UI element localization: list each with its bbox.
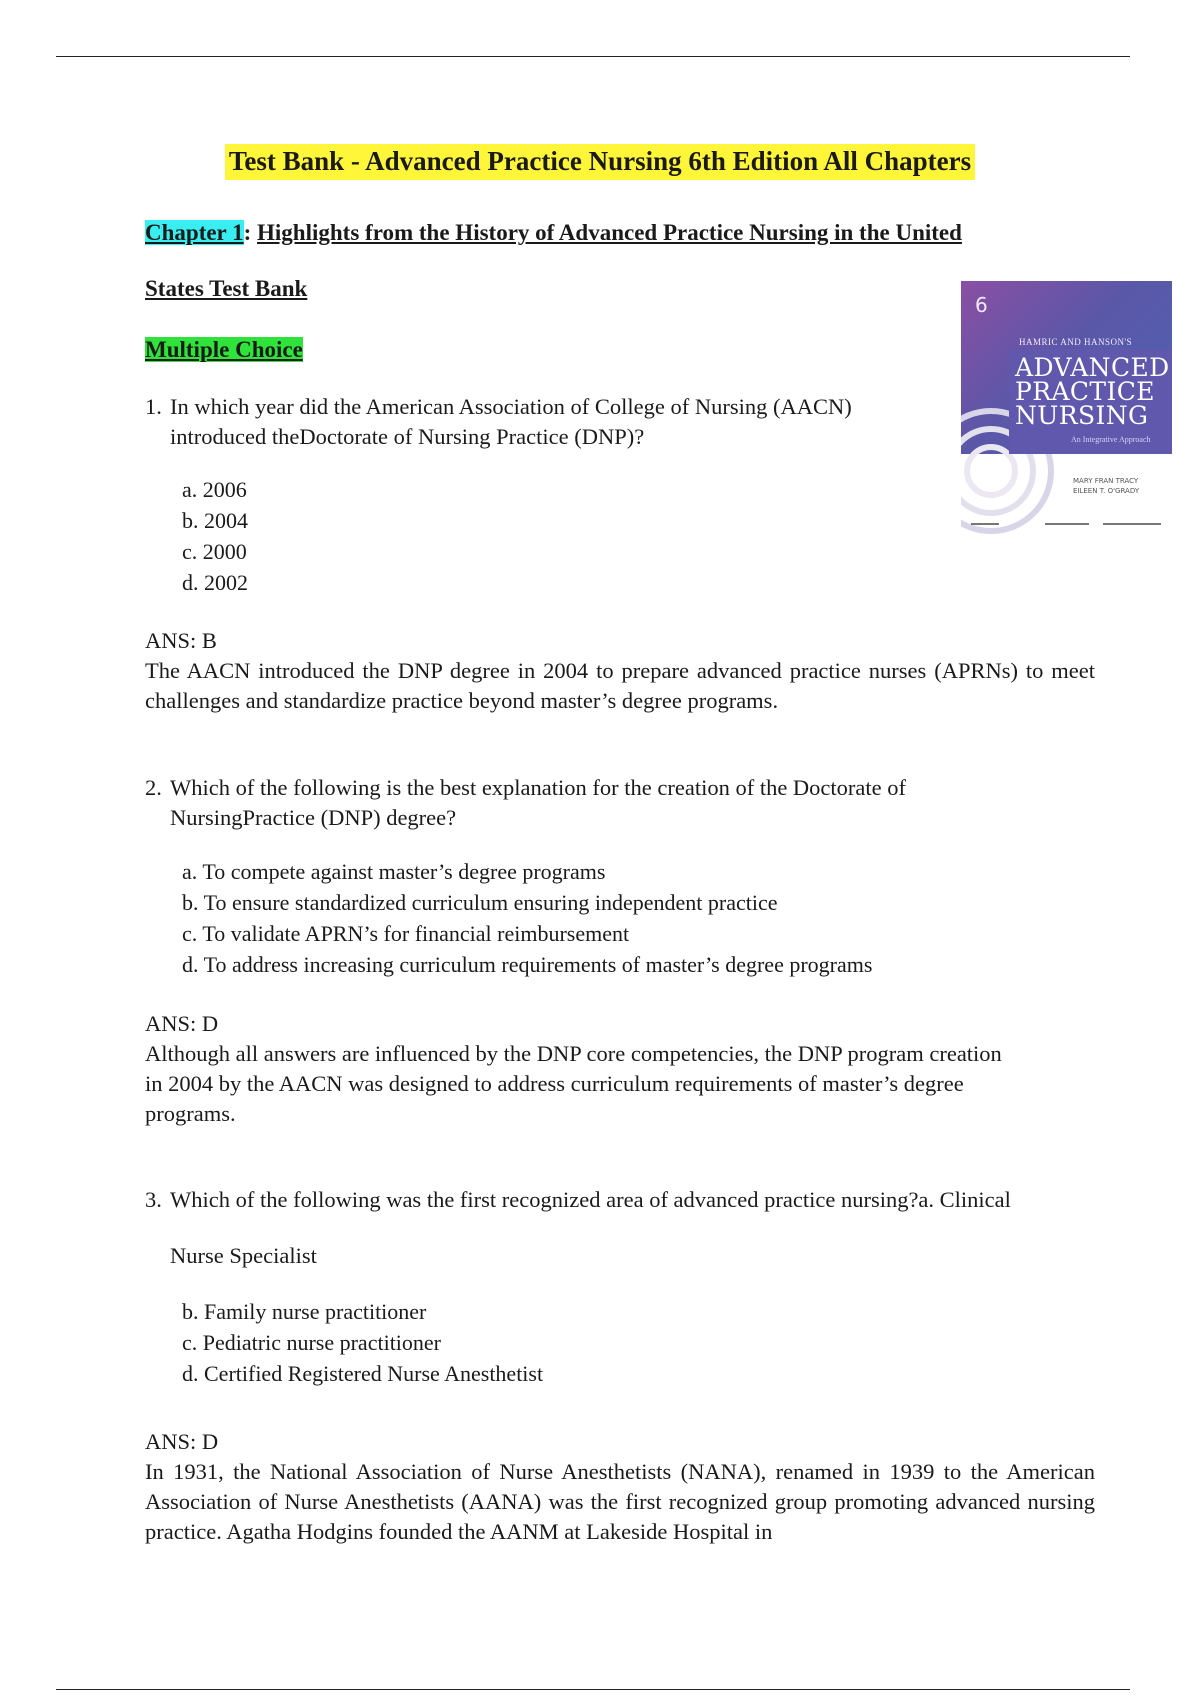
question-stem-cont: Nurse Specialist bbox=[170, 1243, 317, 1268]
option: d. To address increasing curriculum requirements of master’s degree programs bbox=[182, 952, 873, 977]
option: c. 2000 bbox=[182, 539, 247, 564]
top-rule bbox=[56, 56, 1130, 57]
option: c. Pediatric nurse practitioner bbox=[182, 1330, 442, 1355]
question-number: 3. bbox=[145, 1187, 162, 1212]
question-number: 2. bbox=[145, 775, 162, 800]
answer-key: ANS: D bbox=[145, 1429, 219, 1454]
options-list bbox=[182, 1296, 543, 1389]
option: d. Certified Registered Nurse Anesthetist bbox=[182, 1361, 544, 1386]
cover-authors: MARY FRAN TRACY EILEEN T. O'GRADY bbox=[1073, 477, 1140, 495]
options-list bbox=[182, 856, 872, 980]
options-list bbox=[182, 474, 248, 598]
question bbox=[145, 1185, 1095, 1215]
option: d. 2002 bbox=[182, 570, 248, 595]
option: a. To compete against master’s degree programs bbox=[182, 859, 606, 884]
page-title: Test Bank - Advanced Practice Nursing 6th Edition All Chapters bbox=[0, 146, 1200, 177]
cover-footer-mark bbox=[1045, 523, 1089, 525]
cover-footer-mark bbox=[1103, 523, 1161, 525]
answer-block bbox=[145, 626, 1095, 716]
cover-editors: HAMRIC AND HANSON'S bbox=[1019, 337, 1133, 347]
question-stem-cont: NursingPractice (DNP) degree? bbox=[170, 805, 457, 830]
question-stem: Which of the following was the first recognized area of advanced practice nursing?a. Clinical bbox=[170, 1187, 1011, 1212]
cover-title-line: ADVANCED bbox=[1015, 353, 1170, 382]
chapter-title: Highlights from the History of Advanced Practice Nursing in the United bbox=[257, 220, 962, 245]
cover-title-line: PRACTICE bbox=[1015, 377, 1155, 406]
answer-rationale-line: programs. bbox=[145, 1101, 236, 1126]
answer-rationale-line: in 2004 by the AACN was designed to address curriculum requirements of master’s degree bbox=[145, 1071, 964, 1096]
book-cover-image bbox=[961, 281, 1172, 539]
chapter-heading: Chapter 1: Highlights from the History of Advanced Practice Nursing in the United bbox=[145, 220, 962, 245]
cover-edition: 6 bbox=[975, 293, 988, 317]
cover-subtitle: An Integrative Approach bbox=[1071, 435, 1151, 444]
question-stem: In which year did the American Association of College of Nursing (AACN) bbox=[170, 394, 852, 419]
chapter-label: Chapter 1 bbox=[145, 220, 244, 245]
cover-footer-mark bbox=[971, 523, 999, 525]
bottom-rule bbox=[56, 1689, 1130, 1690]
answer-rationale: In 1931, the National Association of Nurse Anesthetists (NANA), renamed in 1939 to the American Association of Nurse Anesthetists (AANA) was the first recognized group promoting advanced nursing practice. Agatha Hodgins founded the AANM at Lakeside Hospital in bbox=[145, 1459, 1095, 1544]
answer-key: ANS: D bbox=[145, 1011, 219, 1036]
option: b. 2004 bbox=[182, 508, 248, 533]
question-stem-cont: introduced theDoctorate of Nursing Practice (DNP)? bbox=[170, 424, 645, 449]
answer-rationale: The AACN introduced the DNP degree in 2004 to prepare advanced practice nurses (APRNs) to meet challenges and standardize practice beyond master’s degree programs. bbox=[145, 658, 1095, 713]
option: b. Family nurse practitioner bbox=[182, 1299, 427, 1324]
answer-block bbox=[145, 1009, 1095, 1129]
question bbox=[145, 392, 925, 452]
answer-rationale-line: Although all answers are influenced by the DNP core competencies, the DNP program creation bbox=[145, 1041, 1002, 1066]
cover-title-line: NURSING bbox=[1015, 401, 1149, 430]
option: b. To ensure standardized curriculum ensuring independent practice bbox=[182, 890, 778, 915]
question bbox=[145, 773, 1007, 833]
section-heading: Multiple Choice bbox=[145, 337, 303, 362]
option: a. 2006 bbox=[182, 477, 247, 502]
answer-key: ANS: B bbox=[145, 628, 217, 653]
option: c. To validate APRN’s for financial reimbursement bbox=[182, 921, 630, 946]
answer-block bbox=[145, 1427, 1095, 1547]
question-stem: Which of the following is the best explanation for the creation of the Doctorate of bbox=[170, 775, 907, 800]
chapter-heading-cont: States Test Bank bbox=[145, 276, 308, 301]
question-number: 1. bbox=[145, 394, 162, 419]
question-stem-cont-row bbox=[145, 1241, 1095, 1271]
